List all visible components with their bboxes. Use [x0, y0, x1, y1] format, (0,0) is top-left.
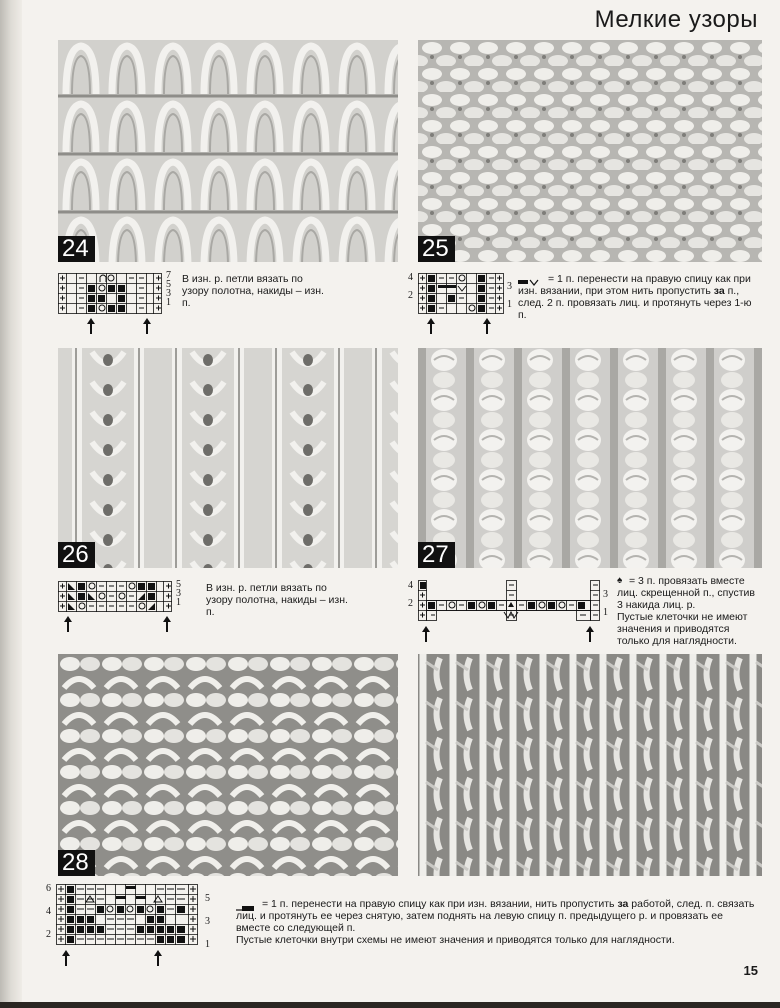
scan-bottom-edge	[0, 1002, 780, 1008]
chart-27-row-numbers-left: 4 2	[408, 580, 413, 609]
chart-25-row-numbers-right: 3 1	[507, 281, 512, 310]
legend-symbol-27-icon: ♠	[617, 575, 623, 586]
pattern-photo-28-reverse	[418, 654, 762, 876]
chart-28-row-numbers-right: 5 3 1	[205, 893, 210, 950]
chart-25-row-numbers-left: 4 2	[408, 272, 413, 301]
page-number: 15	[743, 963, 758, 978]
pattern-number-27: 27	[418, 542, 455, 568]
pattern-number-24: 24	[58, 236, 95, 262]
chart-28	[56, 884, 198, 950]
pattern-27-description: = 3 п. провязать вместе лиц. скрещенной п., спустив 3 накида лиц. р. Пустые клеточки не имеют значения и приводятся только для наглядности.	[617, 575, 755, 647]
chart-25	[418, 273, 504, 317]
pattern-number-26: 26	[58, 542, 95, 568]
pattern-number-28: 28	[58, 850, 95, 876]
chart-24-row-numbers: 7 5 3 1	[166, 270, 171, 308]
pattern-25-description: = 1 п. перенести на правую спицу как при изн. вязании, при этом нить пропустить за п., след. 2 п. провязать лиц. и протянуть через 1-ю п.	[518, 273, 752, 321]
pattern-26-description: В изн. р. петли вязать по узору полотна, накиды – изн. п.	[206, 582, 348, 618]
chart-28-row-numbers-left: 6 4 2	[46, 883, 51, 940]
book-spine-shadow	[0, 0, 22, 1008]
pattern-photo-24	[58, 40, 398, 262]
pattern-28-description: = 1 п. перенести на правую спицу как при изн. вязании, нить пропустить за работой, след. п. связать лиц. и протянуть ее через снятую, затем поднять на левую спицу п. предыдущего р. и провязать ее вместе со следующей п. Пустые клеточки внутри схемы не имеют значения и приводятся только для наглядности.	[236, 898, 755, 946]
pattern-photo-26	[58, 348, 398, 568]
chart-24	[58, 273, 162, 317]
chart-26	[58, 581, 172, 615]
chart-26-row-numbers: 5 3 1	[176, 579, 181, 608]
pattern-photo-27	[418, 348, 762, 568]
pattern-number-25: 25	[418, 236, 455, 262]
page-title: Мелкие узоры	[594, 6, 758, 33]
chart-27-row-numbers-right: 3 1	[603, 589, 608, 618]
pattern-24-description: В изн. р. петли вязать по узору полотна, накиды – изн. п.	[182, 273, 324, 309]
pattern-photo-25	[418, 40, 762, 262]
chart-27	[418, 580, 600, 624]
pattern-photo-28	[58, 654, 398, 876]
